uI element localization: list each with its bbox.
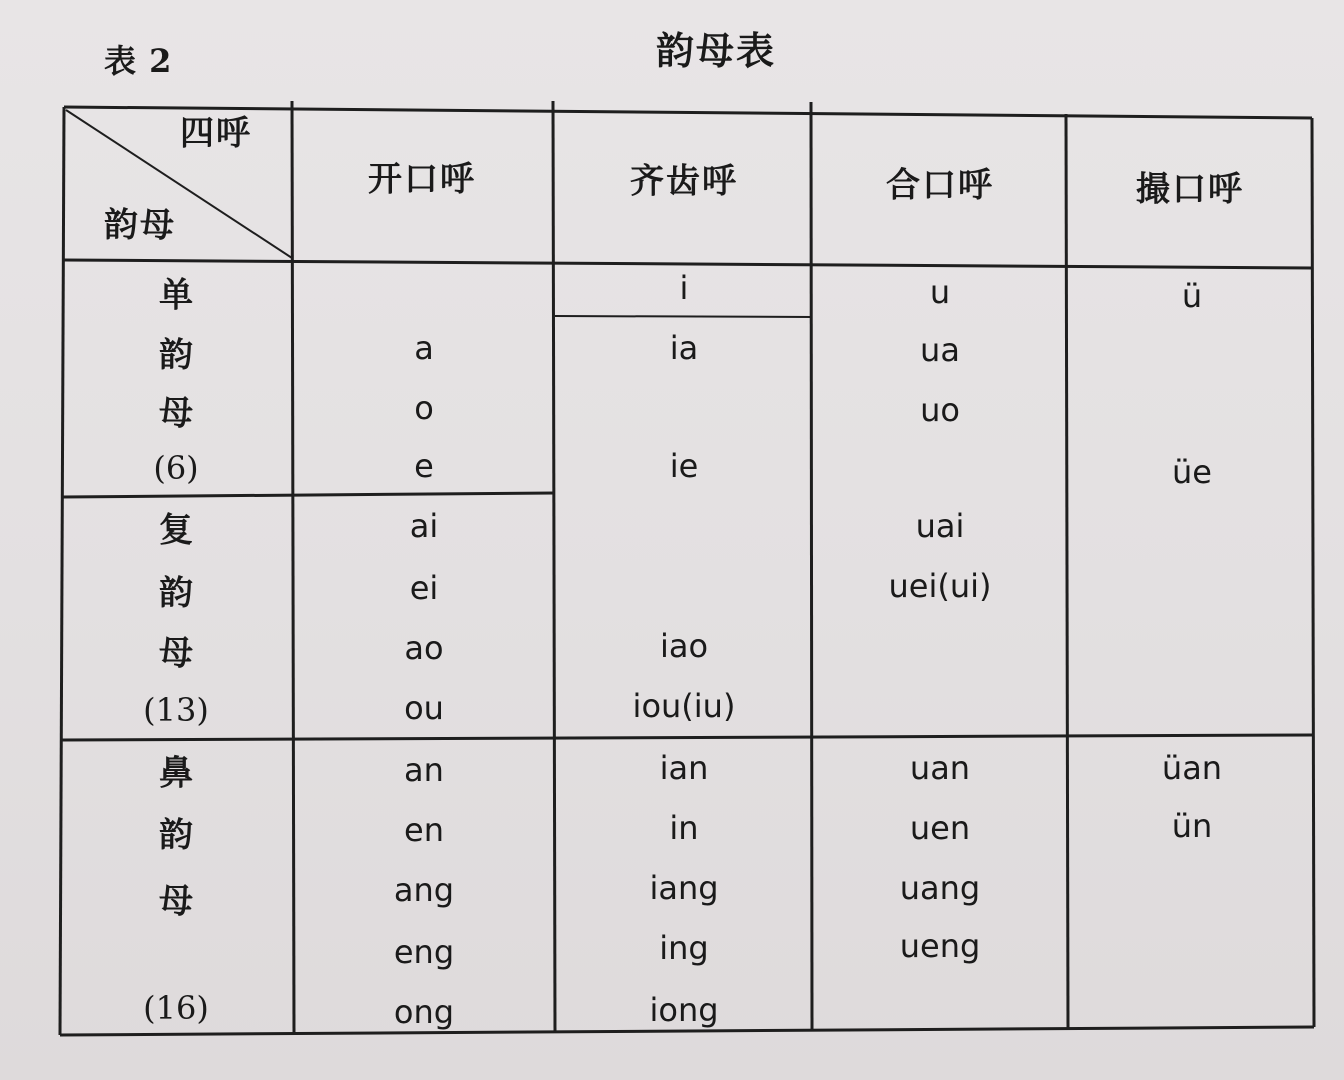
group-single-count: (6): [153, 449, 199, 487]
group-nasal-char-1: 鼻: [159, 753, 193, 794]
final-cell: uai: [915, 507, 965, 545]
i-row-line: [555, 316, 812, 317]
group-compound-count: (13): [143, 691, 209, 729]
header-hekouhu: 合口呼: [886, 165, 994, 206]
group-single-char-2: 韵: [159, 335, 193, 376]
group-compound-char-1: 复: [159, 510, 193, 551]
final-cell: ün: [1171, 807, 1213, 845]
final-cell: ia: [669, 329, 699, 367]
group-compound-char-3: 母: [159, 633, 193, 674]
col-divider-1: [292, 101, 294, 1035]
header-kaikouhu: 开口呼: [368, 159, 476, 200]
final-cell: ua: [920, 331, 960, 369]
final-cell: üe: [1172, 453, 1212, 491]
final-cell: ou: [404, 689, 444, 727]
group-nasal-char-3: 母: [159, 881, 193, 922]
group-nasal-count: (16): [143, 989, 209, 1027]
corner-diagonal: [66, 110, 292, 258]
final-cell: ie: [669, 447, 699, 485]
table-number-label: 表 2: [104, 42, 173, 80]
compound-nasal-divider: [62, 735, 1313, 740]
header-qichihu: 齐齿呼: [630, 161, 738, 202]
final-cell: u: [929, 273, 951, 311]
col-divider-3: [811, 102, 812, 1031]
final-cell: ang: [393, 871, 455, 909]
border-right: [1312, 118, 1314, 1027]
final-cell: uen: [909, 809, 971, 847]
final-cell: ao: [404, 629, 444, 667]
table-title: 韵母表: [656, 28, 777, 73]
final-cell: uo: [920, 391, 960, 429]
final-cell: iou(iu): [632, 687, 736, 725]
final-cell: ai: [409, 507, 439, 545]
final-cell: iang: [649, 869, 719, 907]
final-cell: ian: [659, 749, 709, 787]
group-single-char-1: 单: [159, 275, 193, 316]
final-cell: iao: [659, 627, 709, 665]
final-cell: eng: [393, 933, 455, 971]
header-bottom-line: [64, 260, 1312, 268]
single-compound-divider: [62, 493, 555, 497]
group-compound-char-2: 韵: [159, 573, 193, 614]
final-cell: in: [669, 809, 699, 847]
final-cell: an: [404, 751, 444, 789]
final-cell: üan: [1161, 749, 1223, 787]
final-cell: uei(ui): [888, 567, 992, 605]
final-cell: o: [414, 389, 434, 427]
final-cell: uang: [899, 869, 981, 907]
final-cell: uan: [909, 749, 971, 787]
final-cell: ei: [409, 569, 439, 607]
final-cell: ong: [393, 993, 455, 1031]
col-divider-4: [1066, 114, 1068, 1029]
final-cell: a: [414, 329, 434, 367]
final-cell: ü: [1181, 277, 1203, 315]
col-divider-2: [553, 101, 555, 1033]
final-cell: i: [679, 269, 689, 307]
border-left: [60, 107, 64, 1035]
final-cell: e: [414, 447, 434, 485]
group-single-char-3: 母: [159, 393, 193, 434]
final-cell: ing: [659, 929, 709, 967]
group-nasal-char-2: 韵: [159, 815, 193, 856]
corner-label-sihu: 四呼: [180, 113, 252, 154]
final-cell: ueng: [899, 927, 981, 965]
corner-label-yunmu: 韵母: [104, 205, 176, 246]
final-cell: en: [404, 811, 444, 849]
final-cell: iong: [649, 991, 719, 1029]
header-cuokouhu: 撮口呼: [1136, 169, 1244, 210]
